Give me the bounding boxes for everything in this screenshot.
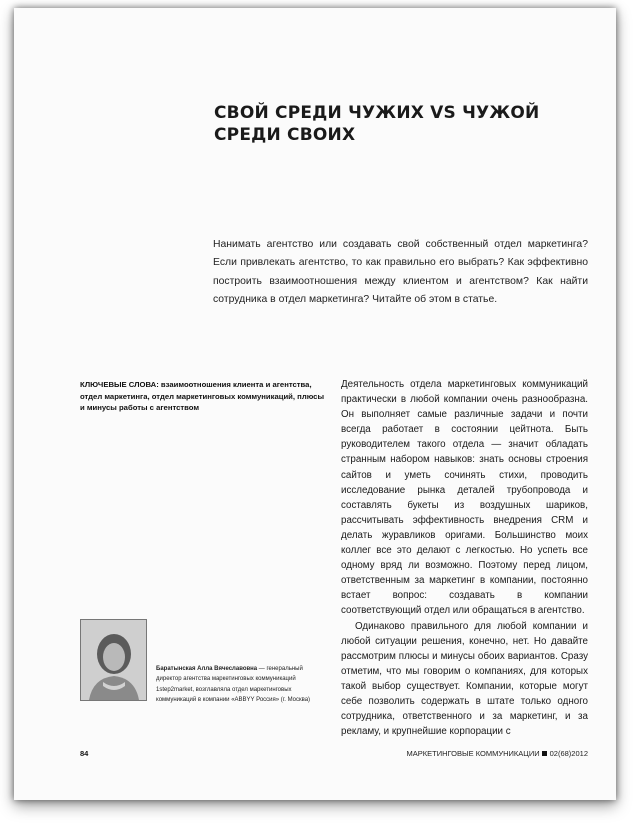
running-footer: [407, 749, 588, 758]
body-paragraph: Одинаково правильного для любой компании и любой ситуации решения, конечно, нет. Но давайте рассмотрим плюсы и минусы обоих вариантов. Сразу отметим, что мы говорим о компаниях, для которых такой выбор существует. Компании, которые могут себе позволить содержать в штате только одного сотрудника, ответственного и за маркетинг, и за рекламу, и крупнейшие корпорации с: [341, 620, 588, 738]
article-lead: Нанимать агентство или создавать свой собственный отдел маркетинга? Если привлекать агентство, то как правильно его выбрать? Как эффективно построить взаимоотношения между клиентом и агентством? Как найти сотрудника в отдел маркетинга? Читайте об этом в статье.: [213, 239, 588, 306]
journal-name: МАРКЕТИНГОВЫЕ КОММУНИКАЦИИ: [406, 749, 540, 758]
article-title: СВОЙ СРЕДИ ЧУЖИХ VS ЧУЖОЙ СРЕДИ СВОИХ: [214, 103, 540, 145]
body-paragraph: Деятельность отдела маркетинговых коммуникаций практически в любой компании очень разнообразна. Он выполняет самые различные задачи и почти всегда работает в состоянии цейтнота. Быть руководителем такого отдела — значит обладать странным набором навыков: знать основы строения сайтов и уметь сочинять стихи, проводить исследование рынка деталей трубопровода и составлять букеты из воздушных шариков, рассчитывать эффективность внедрения CRM и делать журавликов оригами. Большинство моих коллег все это делают с легкостью. Но успеть все одному вряд ли возможно. Поэтому перед лицом, ответственным за маркетинг в компании, постоянно встает вопрос: создавать в компании соответствующий отдел или обращаться в агентство.: [341, 379, 588, 617]
author-description: — генеральный директор агентства маркетинговых коммуникаций 1step2market, возглавляла отдел маркетинговых коммуникаций в компании «ABBYY Россия» (г. Москва): [156, 666, 311, 704]
author-name: Баратынская Алла Вячеславовна: [156, 666, 258, 672]
page-number: 84: [80, 749, 89, 758]
author-photo: [80, 619, 147, 701]
author-portrait-image: [81, 620, 146, 700]
keywords: КЛЮЧЕВЫЕ СЛОВА: взаимоотношения клиента и агентства, отдел маркетинга, отдел маркетинговых коммуникаций, плюсы и минусы работы с агентством: [80, 380, 325, 413]
article-body: [341, 377, 588, 739]
separator-square-icon: [542, 751, 547, 756]
issue-number: 02(68)2012: [549, 749, 588, 758]
magazine-page: [14, 8, 616, 800]
author-bio: [156, 664, 322, 706]
